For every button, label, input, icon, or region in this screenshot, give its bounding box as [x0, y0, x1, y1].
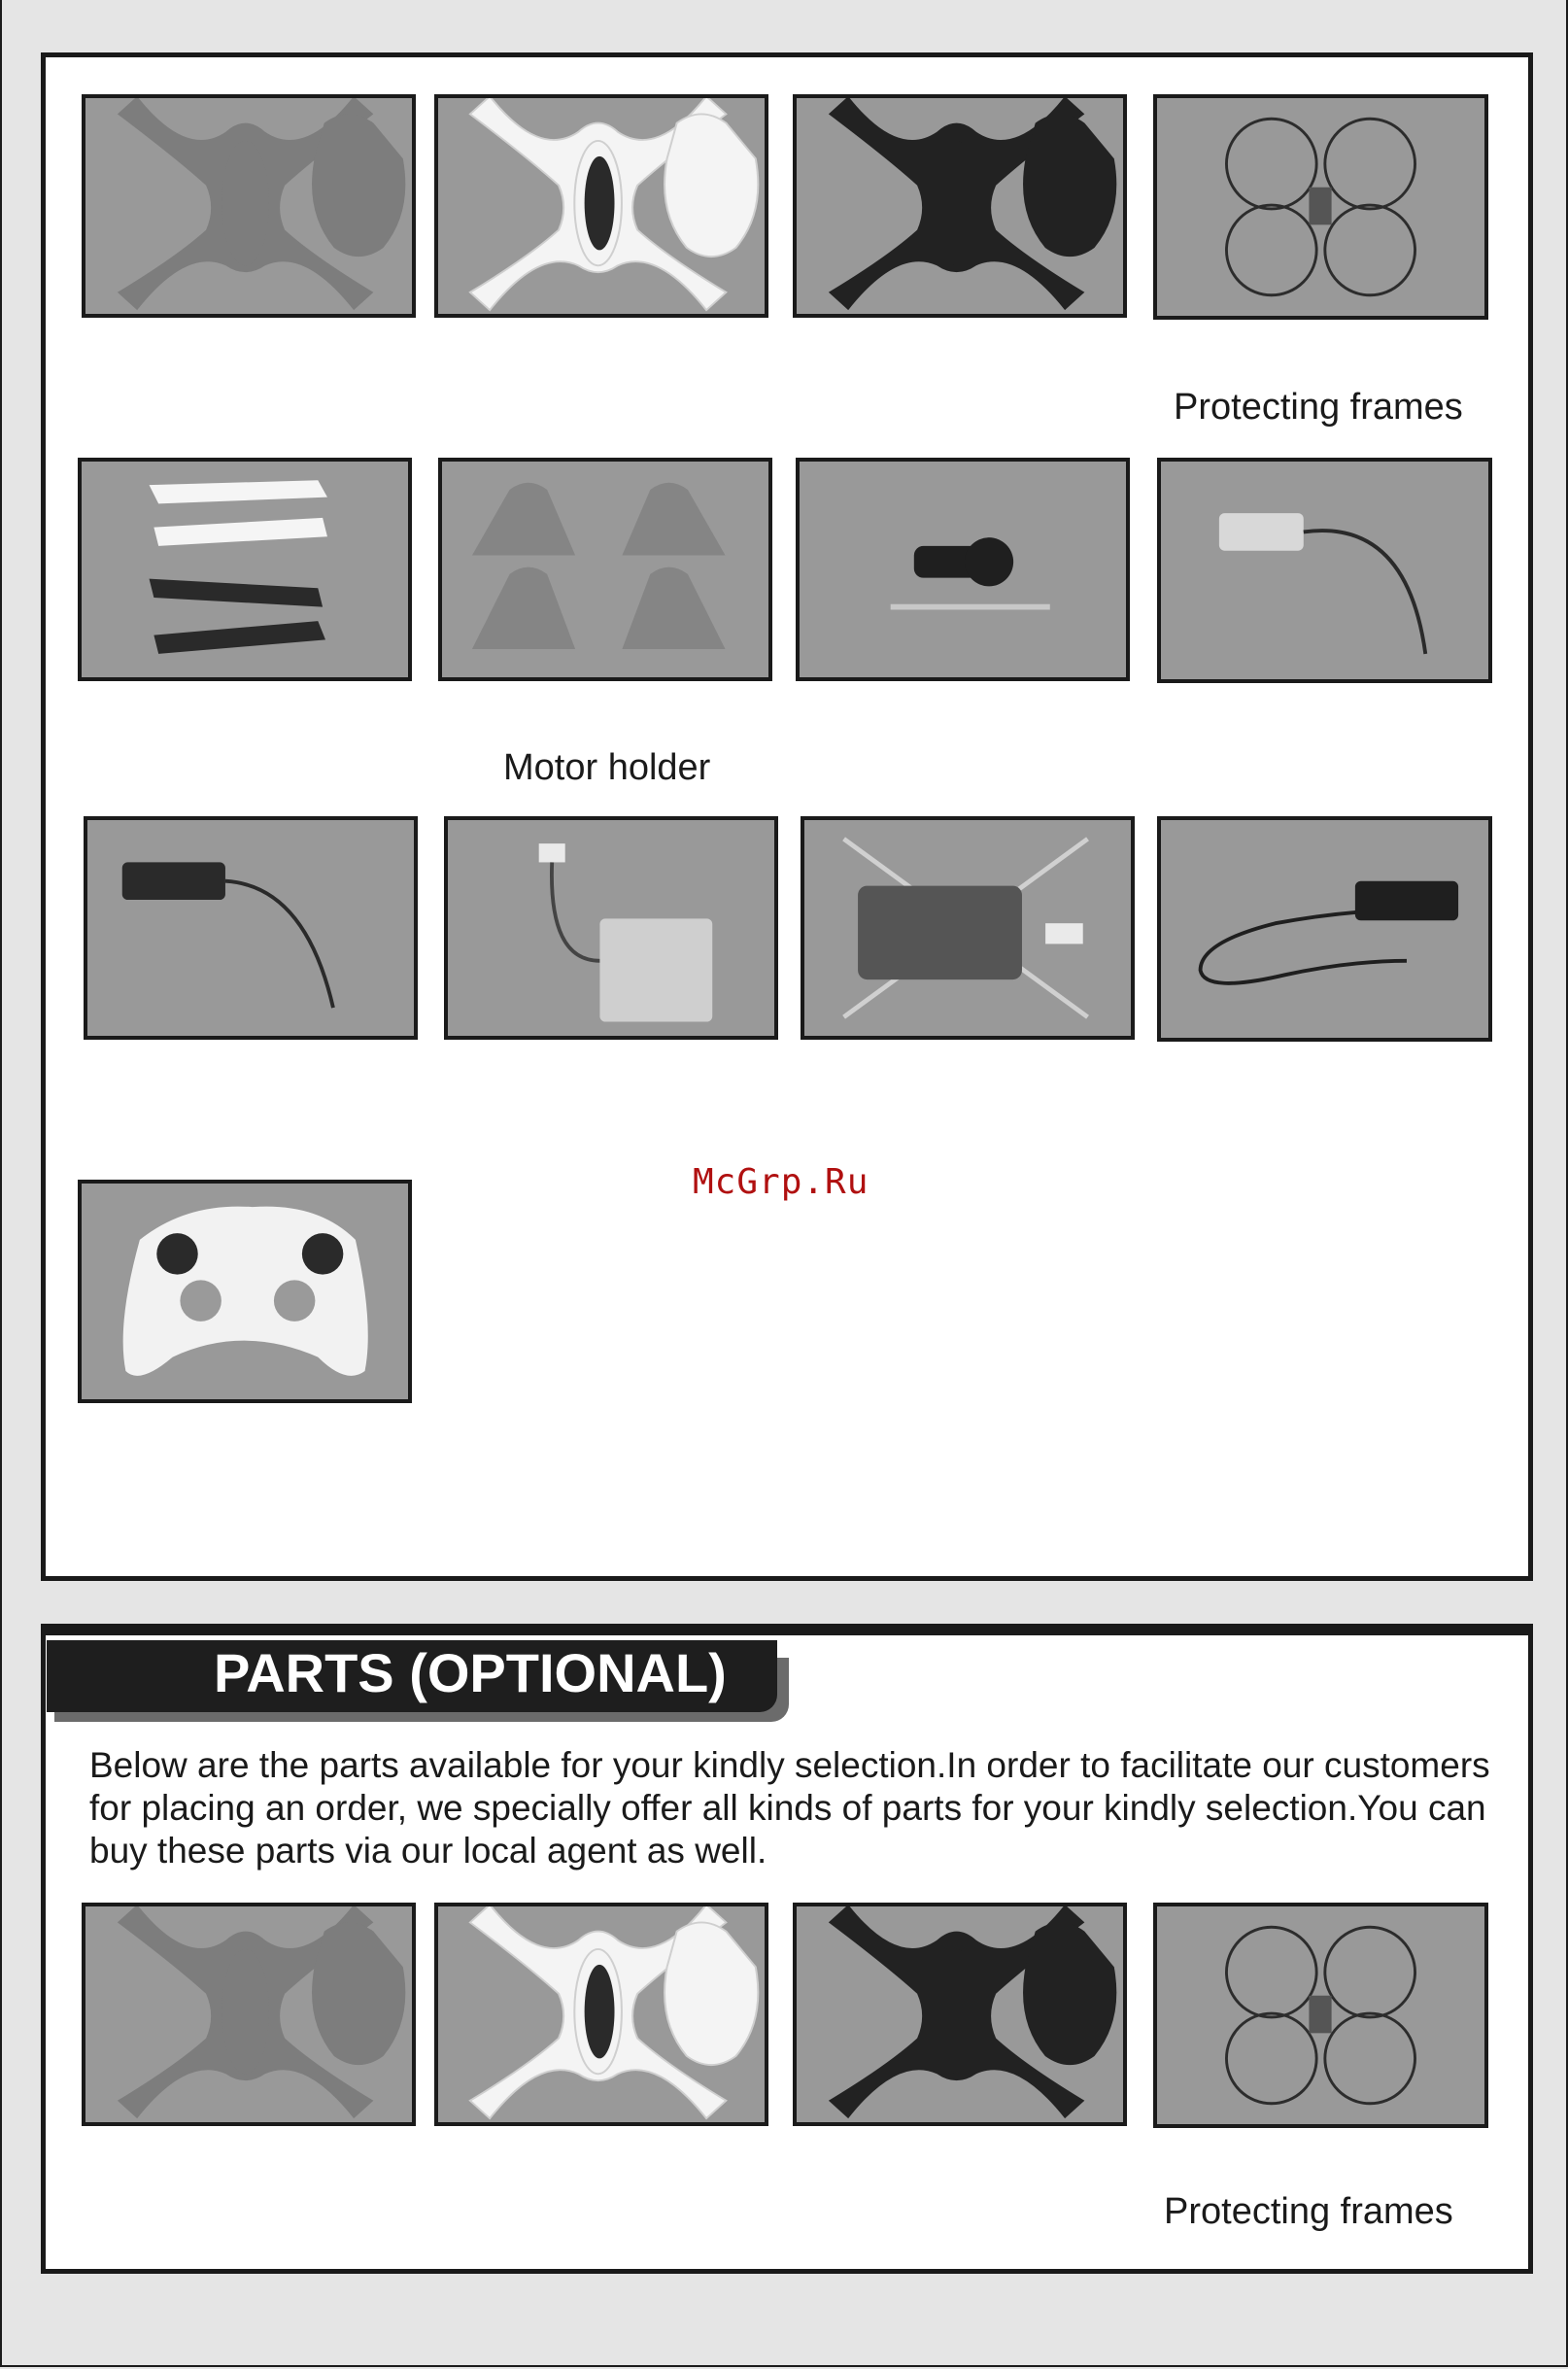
battery-photo	[444, 816, 778, 1040]
caption-protecting-frames: Protecting frames	[1174, 387, 1463, 428]
receiver-board-photo	[801, 816, 1135, 1040]
optional-protecting-frames-image	[1157, 1906, 1484, 2124]
motor-a-photo	[1157, 458, 1492, 683]
watermark: McGrp.Ru	[693, 1162, 869, 1202]
frame-set-white-photo	[434, 94, 768, 318]
optional-frame-set-black-image	[797, 1906, 1123, 2122]
usb-charger-image	[1161, 820, 1488, 1038]
gear-shaft-photo	[796, 458, 1130, 681]
propellers-image	[82, 462, 408, 677]
motor-b-image	[87, 820, 414, 1036]
frame-set-grey-image	[85, 98, 412, 314]
battery-image	[448, 820, 774, 1036]
frame-set-grey-photo	[82, 94, 416, 318]
optional-frame-set-black-photo	[793, 1903, 1127, 2126]
caption-motor-holder: Motor holder	[503, 747, 711, 788]
frame-set-black-image	[797, 98, 1123, 314]
gear-shaft-image	[800, 462, 1126, 677]
optional-frame-set-white-photo	[434, 1903, 768, 2126]
receiver-board-image	[804, 820, 1131, 1036]
motor-a-image	[1161, 462, 1488, 679]
protecting-frames-photo	[1153, 94, 1488, 320]
section-title: PARTS (OPTIONAL)	[214, 1642, 727, 1703]
protecting-frames-image	[1157, 98, 1484, 316]
optional-frame-set-grey-image	[85, 1906, 412, 2122]
frame-set-black-photo	[793, 94, 1127, 318]
motor-holder-image	[442, 462, 768, 677]
optional-frame-set-white-image	[438, 1906, 765, 2122]
transmitter-image	[82, 1184, 408, 1399]
section-description: Below are the parts available for your kindly selection.In order to facilitate our customers for placing an order, we specially offer all kinds of parts for your kindly selection.You can buy these parts via our local agent as well.	[89, 1745, 1490, 1871]
optional-frame-set-grey-photo	[82, 1903, 416, 2126]
usb-charger-photo	[1157, 816, 1492, 1042]
transmitter-photo	[78, 1180, 412, 1403]
optional-protecting-frames-photo	[1153, 1903, 1488, 2128]
motor-holder-photo	[438, 458, 772, 681]
motor-b-photo	[84, 816, 418, 1040]
frame-set-white-image	[438, 98, 765, 314]
caption-optional-protecting-frames: Protecting frames	[1164, 2191, 1453, 2232]
propellers-photo	[78, 458, 412, 681]
